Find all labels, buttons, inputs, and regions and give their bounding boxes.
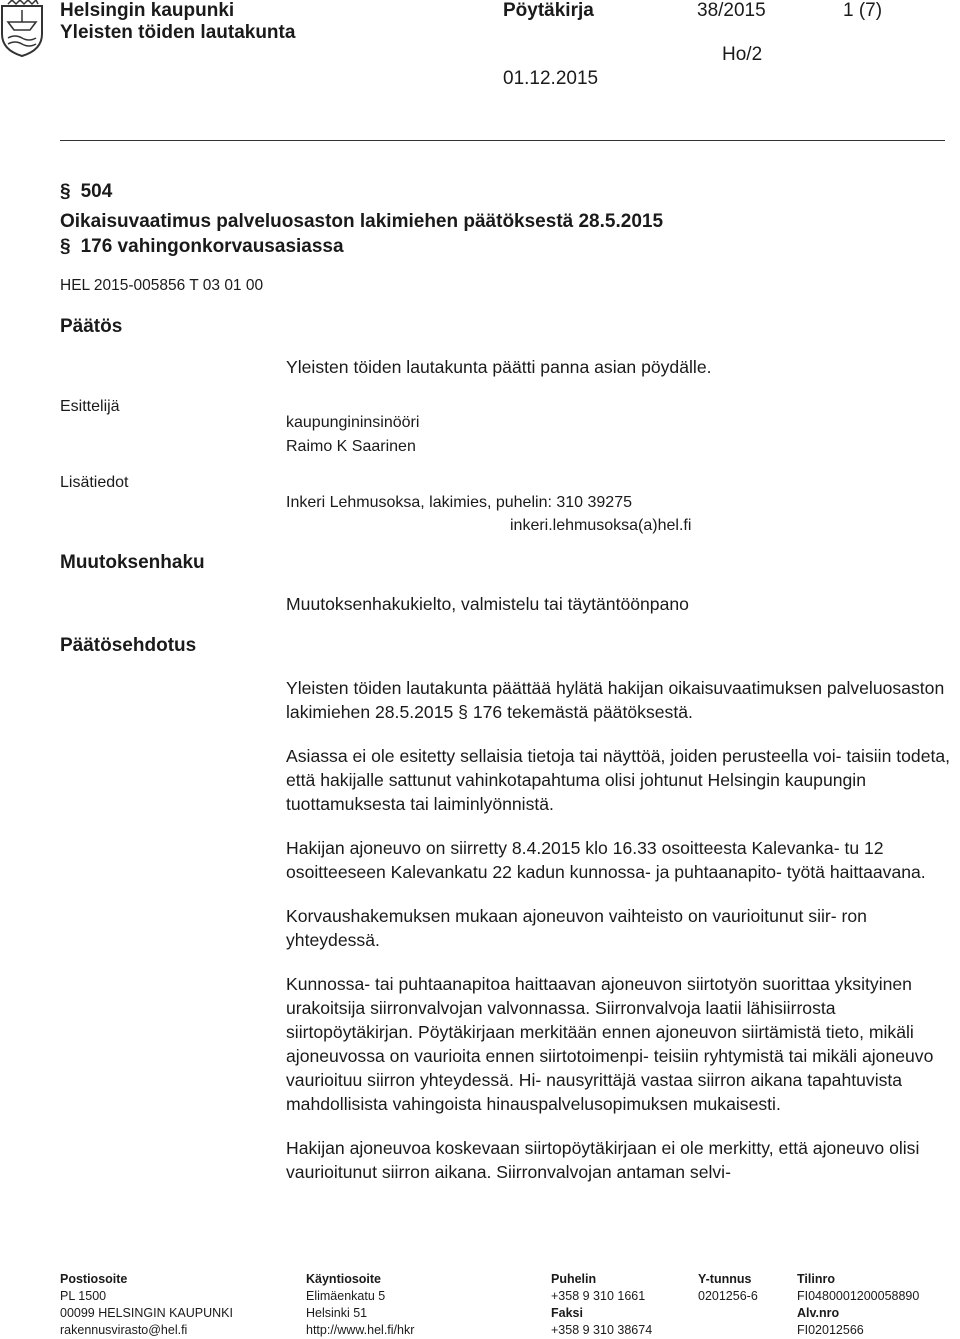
proposal-paragraph: Hakijan ajoneuvo on siirretty 8.4.2015 klo 16.33 osoitteesta Kalevanka- tu 12 osoitteeseen Kalevankatu 22 kadun kunnossa- ja puhtaanapito- työtä haittaavana. bbox=[286, 838, 926, 882]
footer-postal-line: PL 1500 bbox=[60, 1289, 107, 1303]
footer-business-id-heading: Y-tunnus bbox=[698, 1272, 752, 1286]
footer-fax-heading: Faksi bbox=[551, 1306, 583, 1320]
footer-account bbox=[797, 1271, 919, 1339]
section-title-line2 bbox=[60, 235, 344, 259]
footer-fax-number: +358 9 310 38674 bbox=[551, 1323, 653, 1337]
presenter-name: Raimo K Saarinen bbox=[286, 438, 416, 455]
decision-text: Yleisten töiden lautakunta päätti panna asian pöydälle. bbox=[286, 357, 712, 377]
presenter-label: Esittelijä bbox=[60, 398, 120, 415]
footer-postal bbox=[60, 1271, 233, 1339]
section-number-value: 504 bbox=[80, 181, 113, 202]
info-contact: Inkeri Lehmusoksa, lakimies, puhelin: 310 39275 bbox=[286, 494, 632, 511]
section-title-line2-text: 176 vahingonkorvausasiassa bbox=[80, 236, 344, 257]
section-symbol: § bbox=[60, 181, 71, 202]
footer-phone bbox=[551, 1271, 652, 1339]
appeal-label: Muutoksenhaku bbox=[60, 552, 205, 573]
section-symbol-2: § bbox=[60, 236, 71, 257]
footer-postal-line: 00099 HELSINGIN KAUPUNKI bbox=[60, 1306, 233, 1320]
section-title-line1: Oikaisuvaatimus palveluosaston lakimiehen päätöksestä 28.5.2015 bbox=[60, 211, 664, 232]
section-number bbox=[60, 180, 112, 204]
footer-visiting-line: Helsinki 51 bbox=[306, 1306, 368, 1320]
presenter-title: kaupungininsinööri bbox=[286, 414, 420, 431]
footer-visiting-heading: Käyntiosoite bbox=[306, 1272, 382, 1286]
footer-vat-heading: Alv.nro bbox=[797, 1306, 840, 1320]
footer-account-heading: Tilinro bbox=[797, 1272, 835, 1286]
item-code: Ho/2 bbox=[722, 44, 763, 65]
case-reference: HEL 2015-005856 T 03 01 00 bbox=[60, 277, 264, 294]
organization-name: Helsingin kaupunki bbox=[60, 0, 235, 21]
board-name: Yleisten töiden lautakunta bbox=[60, 22, 296, 43]
decision-label: Päätös bbox=[60, 316, 123, 337]
meeting-date: 01.12.2015 bbox=[503, 68, 599, 89]
proposal-paragraph: Yleisten töiden lautakunta päättää hylätä hakijan oikaisuvaatimuksen palveluosaston lakimiehen 28.5.2015 § 176 tekemästä päätöksestä. bbox=[286, 678, 945, 722]
proposal-body bbox=[286, 676, 951, 1204]
footer-email: rakennusvirasto@hel.fi bbox=[60, 1323, 188, 1337]
proposal-paragraph: Korvaushakemuksen mukaan ajoneuvon vaihteisto on vaurioitunut siir- ron yhteydessä. bbox=[286, 906, 867, 950]
footer-account-number: FI0480001200058890 bbox=[797, 1289, 920, 1303]
proposal-paragraph: Hakijan ajoneuvoa koskevaan siirtopöytäkirjaan ei ole merkitty, että ajoneuvo olisi vaurioitunut siirron aikana. Siirronvalvojan antaman selvi- bbox=[286, 1138, 920, 1182]
appeal-text: Muutoksenhakukielto, valmistelu tai täytäntöönpano bbox=[286, 594, 689, 614]
info-email: inkeri.lehmusoksa(a)hel.fi bbox=[510, 517, 692, 534]
info-label: Lisätiedot bbox=[60, 474, 129, 491]
footer-business-id bbox=[698, 1271, 758, 1305]
proposal-paragraph: Asiassa ei ole esitetty sellaisia tietoja tai näyttöä, joiden perusteella voi- taisiin todeta, että hakijalle sattunut vahinkotapahtuma olisi johtunut Helsingin kaupungin tuottamuksesta tai laiminlyönnistä. bbox=[286, 746, 951, 814]
proposal-label: Päätösehdotus bbox=[60, 635, 197, 656]
footer-business-id-value: 0201256-6 bbox=[698, 1289, 758, 1303]
proposal-paragraph: Kunnossa- tai puhtaanapitoa haittaavan ajoneuvon siirtotyön suorittaa yksityinen urakoitsija siirronvalvojan valvonnassa. Siirronvalvoja laatii lähisiirrosta siirtopöytäkirjan. Pöytäkirjaan merkitään ennen ajoneuvon siirtämistä tieto, mikäli ajoneuvossa on vaurioita ennen siirtotoimenpi- teisiin ryhtymistä tai mikäli ajoneuvo vaurioituu siirron yhteydessä. Hi- nausyrittäjä vastaa siirron aikana tapahtuvista mahdollisista vahingoista hinauspalvelusopimuksen mukaisesti. bbox=[286, 974, 934, 1114]
footer-phone-number: +358 9 310 1661 bbox=[551, 1289, 646, 1303]
document-type: Pöytäkirja bbox=[503, 0, 594, 21]
footer-website: http://www.hel.fi/hkr bbox=[306, 1323, 415, 1337]
footer-visiting-line: Elimäenkatu 5 bbox=[306, 1289, 386, 1303]
document-number: 38/2015 bbox=[697, 0, 766, 21]
helsinki-crest-logo bbox=[0, 0, 44, 58]
footer-postal-heading: Postiosoite bbox=[60, 1272, 128, 1286]
footer-visiting bbox=[306, 1271, 414, 1339]
footer-vat-number: FI02012566 bbox=[797, 1323, 864, 1337]
header-rule bbox=[60, 140, 945, 141]
footer-phone-heading: Puhelin bbox=[551, 1272, 597, 1286]
page-number: 1 (7) bbox=[843, 0, 883, 21]
